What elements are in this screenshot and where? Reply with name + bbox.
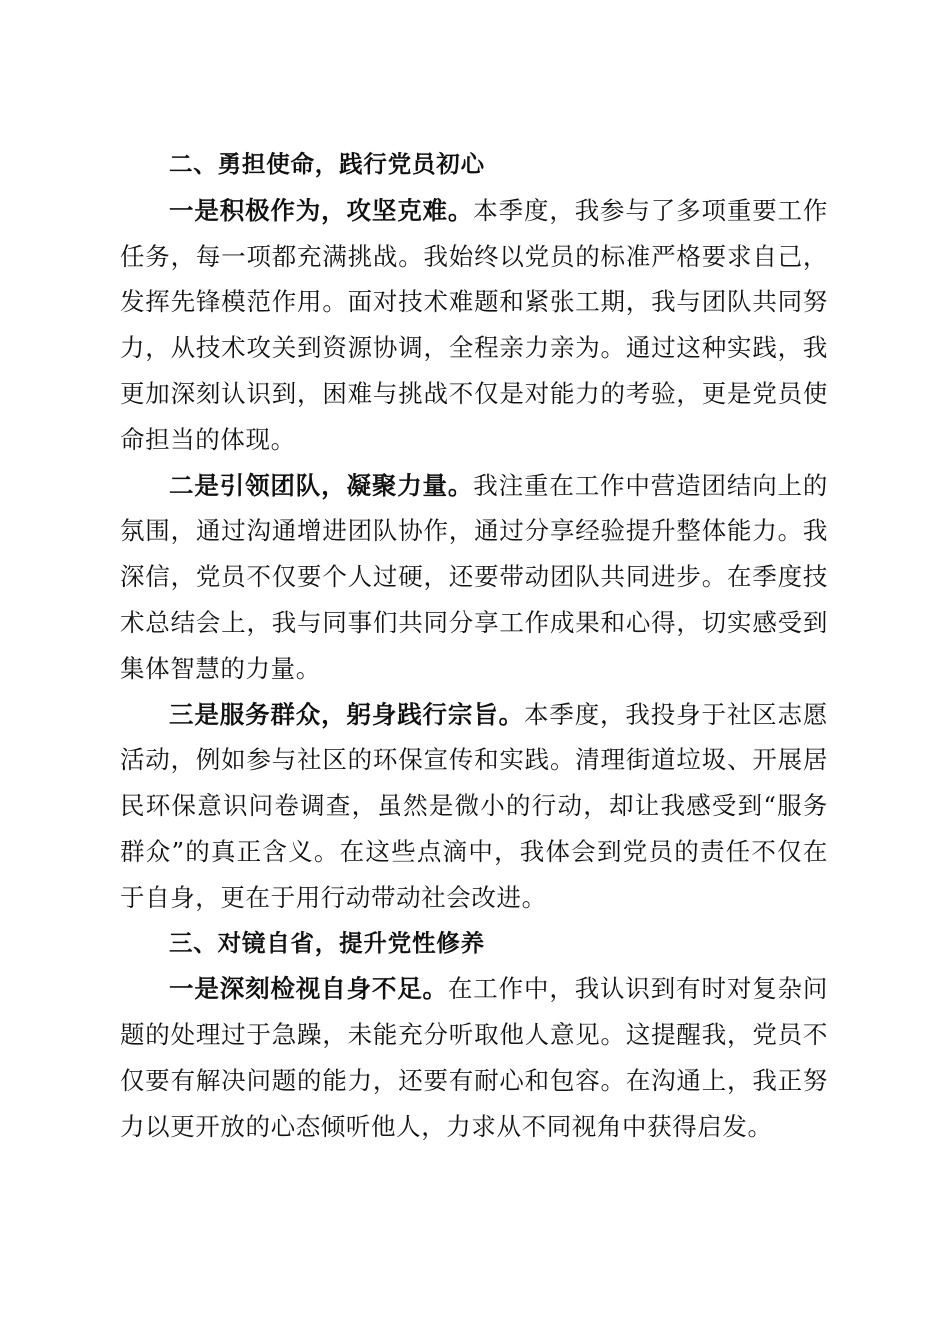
paragraph-1 [120,188,828,463]
paragraph-2-body: 我注重在工作中营造团结向上的氛围，通过沟通增进团队协作，通过分享经验提升整体能力。我深信，党员不仅要个人过硬，还要带动团队共同进步。在季度技术总结会上，我与同事们共同分享工作成果和心得，切实感受到集体智慧的力量。 [120,470,829,683]
document-body [120,142,828,1150]
paragraph-3-body: 本季度，我投身于社区志愿活动，例如参与社区的环保宣传和实践。清理街道垃圾、开展居民环保意识问卷调查，虽然是微小的行动，却让我感受到“服务群众”的真正含义。在这些点滴中，我体会到党员的责任不仅在于自身，更在于用行动带动社会改进。 [120,699,828,912]
paragraph-2-lead: 二是引领团队，凝聚力量。 [169,470,474,500]
paragraph-4-lead: 一是深刻检视自身不足。 [169,974,448,1004]
paragraph-4 [120,966,828,1149]
paragraph-1-body: 本季度，我参与了多项重要工作任务，每一项都充满挑战。我始终以党员的标准严格要求自己，发挥先锋模范作用。面对技术难题和紧张工期，我与团队共同努力，从技术攻关到资源协调，全程亲力亲为。通过这种实践，我更加深刻认识到，困难与挑战不仅是对能力的考验，更是党员使命担当的体现。 [120,195,829,454]
section-heading-2: 二、勇担使命，践行党员初心 [169,150,485,178]
paragraph-4-body: 在工作中，我认识到有时对复杂问题的处理过于急躁，未能充分听取他人意见。这提醒我，党员不仅要有解决问题的能力，还要有耐心和包容。在沟通上，我正努力以更开放的心态倾听他人，力求从不同视角中获得启发。 [120,974,828,1141]
paragraph-1-lead: 一是积极作为，攻坚克难。 [169,195,474,225]
paragraph-3 [120,692,828,921]
paragraph-3-lead: 三是服务群众，躬身践行宗旨。 [169,699,524,729]
paragraph-2 [120,463,828,692]
section-heading-3: 三、对镜自省，提升党性修养 [169,928,485,957]
